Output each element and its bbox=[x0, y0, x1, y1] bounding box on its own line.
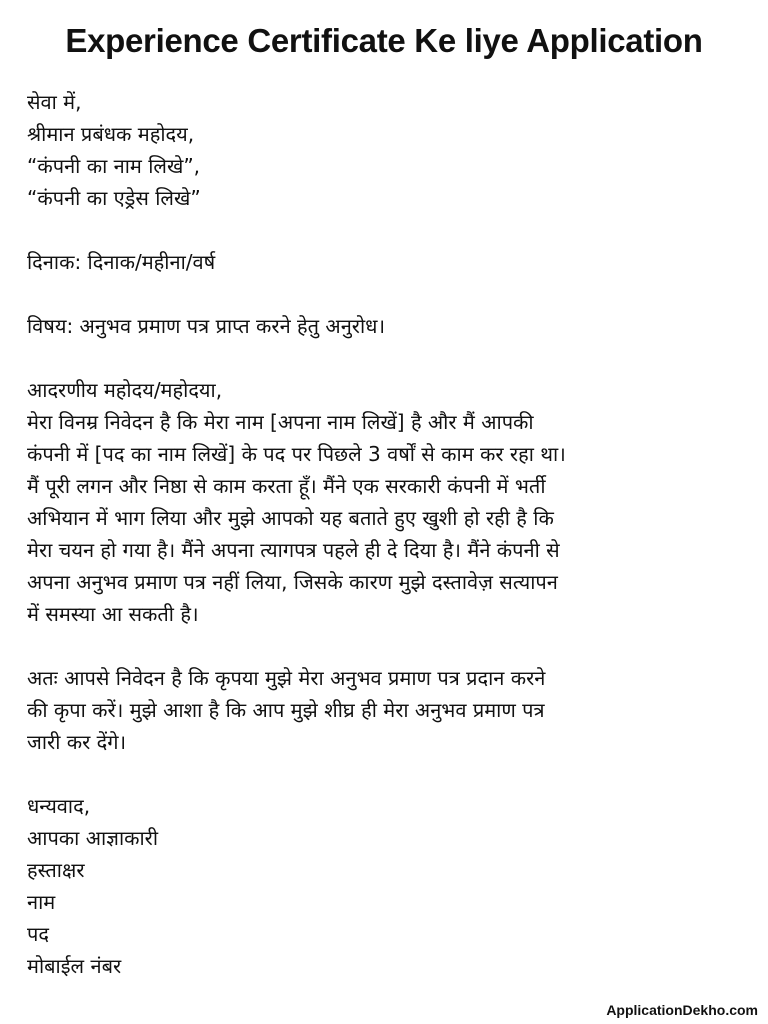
closing-line: आपका आज्ञाकारी bbox=[27, 826, 159, 850]
request-line: की कृपा करें। मुझे आशा है कि आप मुझे शीघ्र ही मेरा अनुभव प्रमाण पत्र bbox=[27, 698, 545, 722]
date-line: दिनाक: दिनाक/महीना/वर्ष bbox=[27, 250, 216, 274]
body-line: मेरा विनम्र निवेदन है कि मेरा नाम [अपना नाम लिखें] है और मैं आपकी bbox=[27, 410, 534, 434]
body-line: में समस्या आ सकती है। bbox=[27, 602, 199, 626]
body-line: मैं पूरी लगन और निष्ठा से काम करता हूँ। मैंने एक सरकारी कंपनी में भर्ती bbox=[27, 474, 546, 498]
page-title: Experience Certificate Ke liye Application bbox=[65, 22, 703, 59]
spacer bbox=[27, 214, 749, 246]
recipient-address bbox=[27, 86, 749, 214]
closing-block bbox=[27, 790, 749, 982]
address-line: श्रीमान प्रबंधक महोदय, bbox=[27, 122, 195, 146]
salutation: आदरणीय महोदय/महोदया, bbox=[27, 378, 223, 402]
mobile-label: मोबाईल नंबर bbox=[27, 954, 122, 978]
body-line: मेरा चयन हो गया है। मैंने अपना त्यागपत्र पहले ही दे दिया है। मैंने कंपनी से bbox=[27, 538, 560, 562]
spacer bbox=[27, 342, 749, 374]
spacer bbox=[27, 630, 749, 662]
letter-body bbox=[27, 86, 749, 982]
subject-line: विषय: अनुभव प्रमाण पत्र प्राप्त करने हेतु अनुरोध। bbox=[27, 314, 386, 338]
body-line: अपना अनुभव प्रमाण पत्र नहीं लिया, जिसके कारण मुझे दस्तावेज़ सत्यापन bbox=[27, 570, 558, 594]
request-paragraph bbox=[27, 662, 749, 758]
address-line: सेवा में, bbox=[27, 90, 82, 114]
spacer bbox=[27, 758, 749, 790]
designation-label: पद bbox=[27, 922, 49, 946]
spacer bbox=[27, 278, 749, 310]
signature-label: हस्ताक्षर bbox=[27, 858, 85, 882]
address-line: “कंपनी का नाम लिखे”, bbox=[27, 154, 201, 178]
name-label: नाम bbox=[27, 890, 56, 914]
request-line: जारी कर देंगे। bbox=[27, 730, 127, 754]
body-line: कंपनी में [पद का नाम लिखें] के पद पर पिछले 3 वर्षों से काम कर रहा था। bbox=[27, 442, 566, 466]
body-line: अभियान में भाग लिया और मुझे आपको यह बताते हुए खुशी हो रही है कि bbox=[27, 506, 554, 530]
address-line: “कंपनी का एड्रेस लिखे” bbox=[27, 186, 201, 210]
site-watermark: ApplicationDekho.com bbox=[606, 1002, 758, 1018]
closing-line: धन्यवाद, bbox=[27, 794, 91, 818]
body-paragraph bbox=[27, 406, 749, 630]
request-line: अतः आपसे निवेदन है कि कृपया मुझे मेरा अनुभव प्रमाण पत्र प्रदान करने bbox=[27, 666, 546, 690]
